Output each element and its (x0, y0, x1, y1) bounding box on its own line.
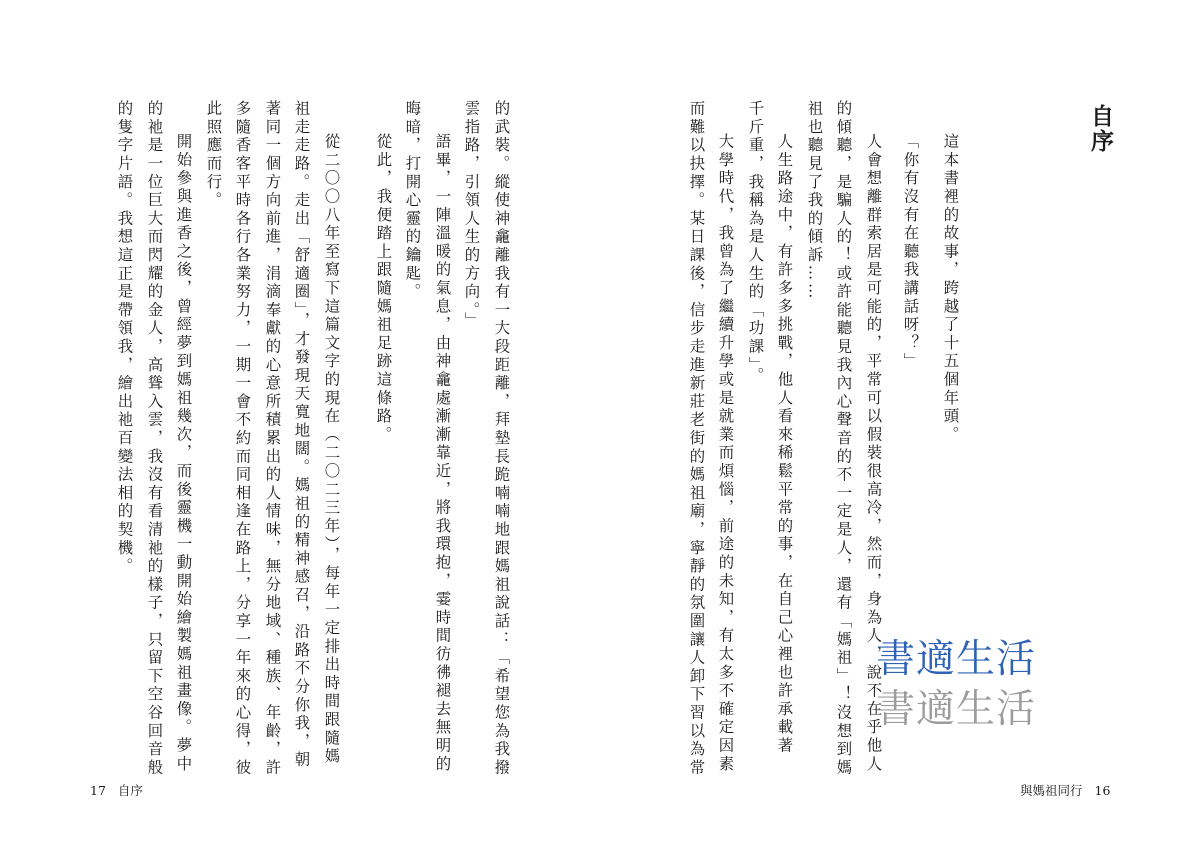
text-line: 的武裝。縱使神龕離我有一大段距離，拜墊長跪喃喃地跟媽祖說話：「希望您為我撥 (492, 100, 511, 778)
page-number: 17 (90, 783, 106, 798)
right-footer (1016, 781, 1114, 799)
text-line: 多隨香客平時各行各業努力，一期一會不約而同相逢在路上，分享一年來的心得，彼 (233, 100, 252, 778)
text-line: 的隻字片語。我想這正是帶領我，繪出祂百變法相的契機。 (115, 100, 134, 576)
text-line: 祖也聽見了我的傾訴…… (805, 100, 824, 302)
text-line: 而難以抉擇。某日課後，信步走進新莊老街的媽祖廟，寧靜的氛圍讓人卸下習以為常 (687, 100, 706, 778)
text-line: 語畢，一陣溫暖的氣息，由神龕處漸漸靠近，將我環抱，霎時間彷彿褪去無明的 (433, 133, 452, 774)
chapter-title: 自序 (1087, 104, 1114, 154)
text-line: 人生路途中，有許多多挑戰，他人看來稀鬆平常的事，在自己心裡也許承載著 (775, 133, 794, 756)
text-line: 的祂是一位巨大而閃耀的金人，高聳入雲，我沒有看清祂的樣子，只留下空谷回音般 (145, 100, 164, 778)
page-number: 16 (1094, 783, 1111, 798)
text-line: 的傾聽，是騙人的！或許能聽見我內心聲音的不一定是人，還有「媽祖」！沒想到媽 (834, 100, 853, 778)
book-title: 與媽祖同行 (1020, 783, 1083, 798)
publisher-watermark: 書適生活 (876, 637, 1037, 682)
text-line: 人會想離群索居是可能的，平常可以假裝很高冷，然而，身為人，說不在乎他人 (864, 133, 883, 774)
text-line: 開始參與進香之後，曾經夢到媽祖幾次，而後靈機一動開始繪製媽祖畫像。夢中 (174, 133, 193, 774)
text-line: 晦暗，打開心靈的鑰匙。 (403, 100, 422, 302)
text-line: 千斤重，我稱為是人生的「功課」。 (746, 100, 765, 386)
chapter-title-footer: 自序 (117, 783, 143, 798)
text-line: 「你有沒有在聽我講話呀？」 (901, 133, 920, 371)
text-line: 此照應而行。 (204, 100, 223, 210)
text-line: 這本書裡的故事，跨越了十五個年頭。 (941, 133, 960, 445)
text-line: 祖走走路。走出「舒適圈」，才發現天寬地闊。媽祖的精神感召，沿路不分你我，朝 (292, 100, 311, 770)
publisher-watermark-shadow: 書適生活 (876, 687, 1037, 732)
text-line: 雲指路，引領人生的方向。」 (462, 100, 481, 331)
text-line: 大學時代，我曾為了繼續升學或是就業而煩惱，前途的未知，有太多不確定因素 (716, 133, 735, 774)
text-line: 從此，我便踏上跟隨媽祖足跡這條路。 (374, 133, 393, 445)
text-line: 從二〇〇八年至寫下這篇文字的現在（二〇二三年），每年一定排出時間跟隨媽 (322, 133, 341, 766)
left-footer (86, 781, 147, 799)
text-line: 著同一個方向前進，涓滴奉獻的心意所積累出的人情味，無分地域、種族、年齡，許 (263, 100, 282, 778)
